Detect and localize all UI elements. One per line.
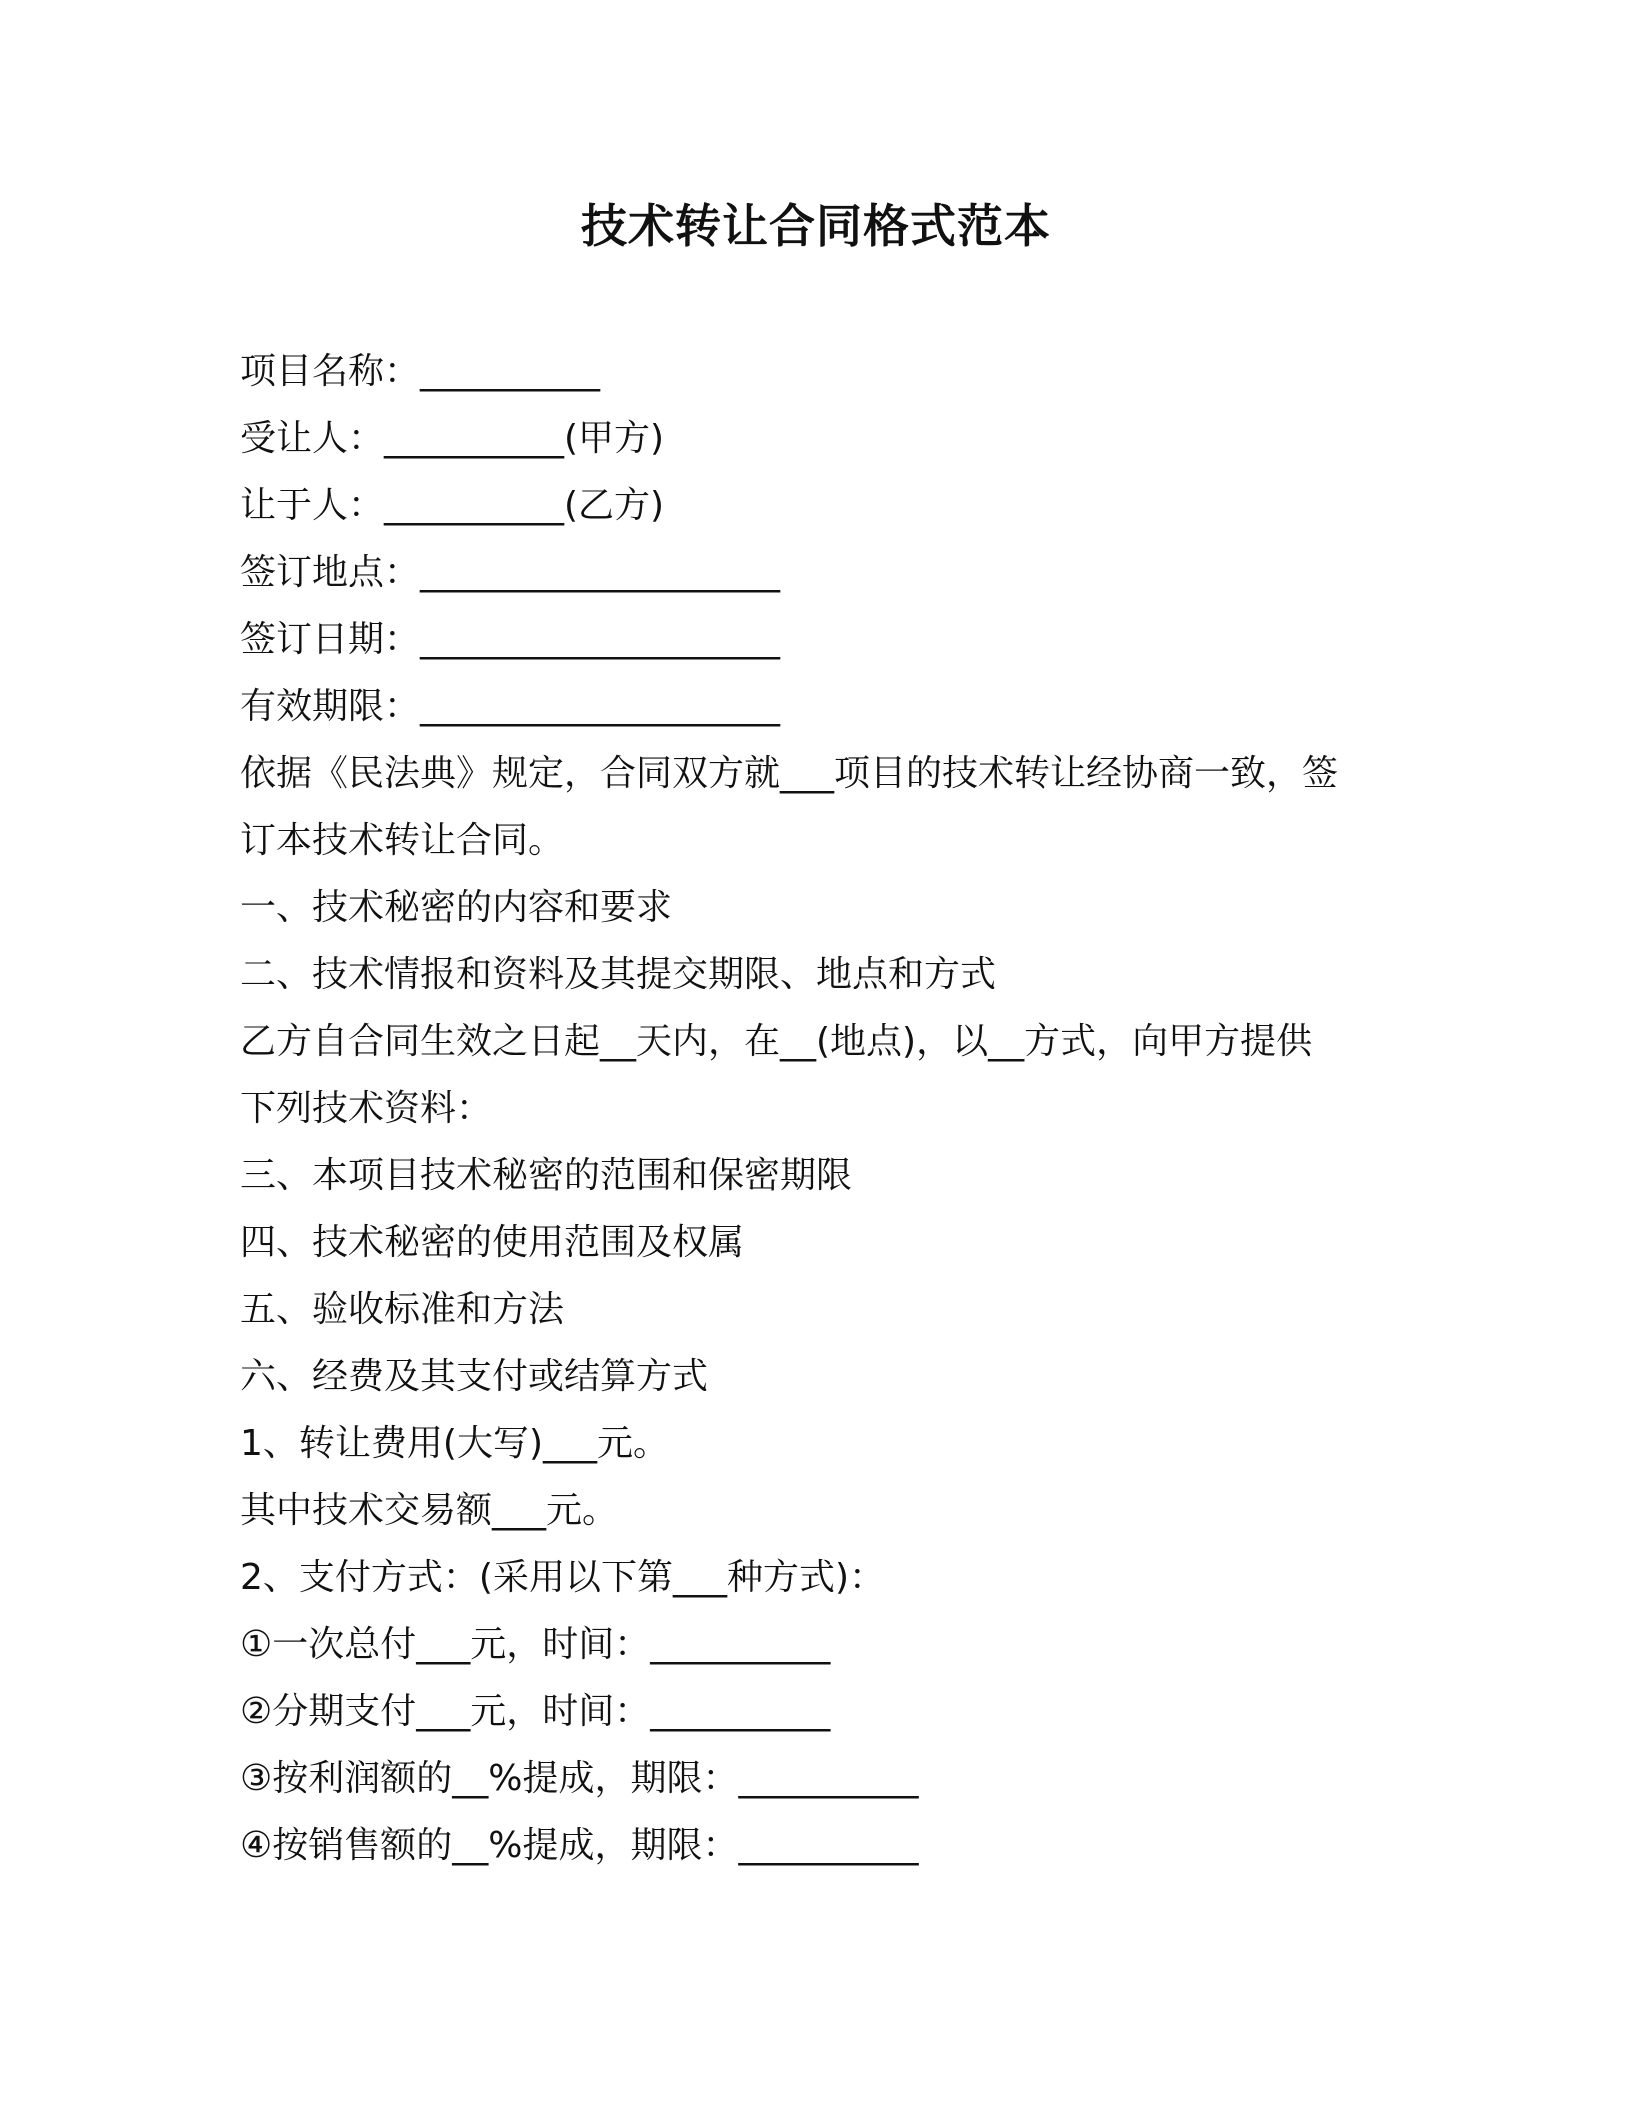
document-body (240, 338, 1420, 1879)
section-heading-6: 六、经费及其支付或结算方式 (240, 1356, 709, 1397)
section-heading-5: 五、验收标准和方法 (240, 1289, 565, 1330)
section-heading-3: 三、本项目技术秘密的范围和保密期限 (240, 1155, 853, 1196)
fee-item-1: 1、转让费用(大写)___元。 (240, 1423, 669, 1464)
section-heading-2: 二、技术情报和资料及其提交期限、地点和方式 (240, 954, 997, 995)
fee-item-1-detail: 其中技术交易额___元。 (240, 1490, 619, 1531)
preamble-line-2: 订本技术转让合同。 (240, 820, 565, 861)
section-2-text-line-2: 下列技术资料： (240, 1088, 493, 1129)
payment-option-2: ②分期支付___元，时间：__________ (240, 1691, 831, 1732)
section-heading-4: 四、技术秘密的使用范围及权属 (240, 1222, 745, 1263)
preamble-line-1: 依据《民法典》规定，合同双方就___项目的技术转让经协商一致，签 (240, 753, 1339, 794)
field-project-name: 项目名称：__________ (240, 351, 601, 392)
payment-option-1: ①一次总付___元，时间：__________ (240, 1624, 831, 1665)
fee-item-2: 2、支付方式：(采用以下第___种方式)： (240, 1557, 885, 1598)
section-2-text-line-1: 乙方自合同生效之日起__天内，在__(地点)，以__方式，向甲方提供 (240, 1021, 1313, 1062)
field-validity-period: 有效期限：____________________ (240, 686, 781, 727)
section-heading-1: 一、技术秘密的内容和要求 (240, 887, 673, 928)
payment-option-3: ③按利润额的__%提成，期限：__________ (240, 1758, 919, 1799)
field-transferor: 让于人：__________(乙方) (240, 485, 665, 526)
document-title: 技术转让合同格式范本 (581, 199, 1051, 253)
field-transferee: 受让人：__________(甲方) (240, 418, 665, 459)
field-signing-date: 签订日期：____________________ (240, 619, 781, 660)
field-signing-place: 签订地点：____________________ (240, 552, 781, 593)
payment-option-4: ④按销售额的__%提成，期限：__________ (240, 1825, 919, 1866)
